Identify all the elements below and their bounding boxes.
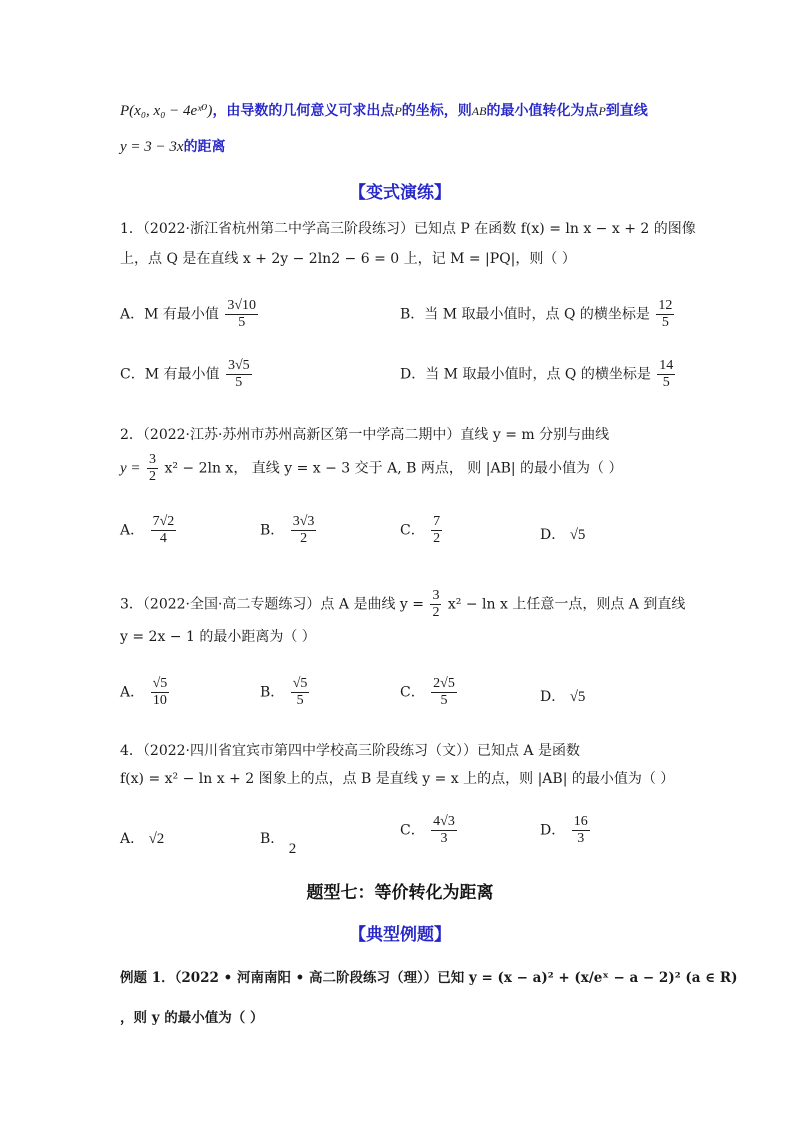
intro-line-eq: y = 3 − 3x [120, 139, 184, 155]
q3-a-label: A． [120, 684, 145, 701]
q4-a-label: A． [120, 831, 145, 847]
q2-option-b[interactable] [260, 514, 318, 547]
q1-option-c[interactable] [120, 358, 254, 391]
q3-a-frac [151, 676, 170, 709]
q2-line2-num: 3 [148, 452, 156, 467]
q3-option-c[interactable] [400, 676, 459, 709]
q3-option-b[interactable] [260, 676, 311, 709]
q1-option-b[interactable] [400, 298, 676, 331]
q3-line1 [120, 588, 685, 621]
q4-d-frac [572, 814, 590, 847]
q1-d-text: D．当 M 取最小值时，点 Q 的横坐标是 [400, 366, 651, 383]
q2-c-label: C． [400, 522, 425, 539]
q1-option-a[interactable] [120, 298, 260, 331]
intro-p2: P [598, 104, 606, 118]
q2-a-label: A． [120, 522, 145, 539]
intro-text5: 的距离 [183, 139, 226, 155]
q1-d-frac [657, 358, 675, 391]
q4-d-num: 16 [573, 814, 588, 829]
intro-text4: 到直线 [605, 103, 648, 119]
q4-b-label: B． [260, 831, 285, 847]
q3-line1-frac [430, 588, 441, 621]
q4-option-d[interactable] [540, 814, 592, 847]
q2-option-c[interactable] [400, 514, 444, 547]
q2-b-label: B． [260, 522, 285, 539]
q1-c-num: 3√5 [227, 358, 250, 373]
q3-a-den: 10 [152, 693, 167, 708]
q2-option-a[interactable] [120, 514, 178, 547]
q1-b-num: 12 [658, 298, 673, 313]
q2-c-den: 2 [433, 531, 441, 546]
ex1-line2: ，则 y 的最小值为（ ） [120, 1010, 264, 1026]
q2-b-frac [291, 514, 317, 547]
q3-b-num: √5 [292, 676, 308, 691]
q2-option-d[interactable] [540, 524, 585, 544]
intro-ab: AB [471, 104, 487, 118]
q4-c-frac [431, 814, 457, 847]
q3-b-frac [291, 676, 310, 709]
typical-heading: 【典型例题】 [349, 925, 451, 945]
intro-text1: ，由导数的几何意义可求出点 [212, 103, 395, 119]
intro-point: P(x₀, x₀ − 4eˣ⁰) [120, 103, 213, 119]
q4-line2: f(x) = x² − ln x + 2 图象上的点，点 B 是直线 y = x 上的点，则 |AB| 的最小值为（ ） [120, 771, 675, 787]
q1-c-frac [226, 358, 252, 391]
q3-d-label: D． [540, 689, 566, 705]
q1-a-text: A．M 有最小值 [120, 306, 219, 323]
q2-d-label: D． [540, 527, 566, 543]
q2-c-frac [431, 514, 442, 547]
q3-a-num: √5 [152, 676, 168, 691]
q2-line2a: y = [120, 460, 141, 477]
q3-b-label: B． [260, 684, 285, 701]
q1-option-d[interactable] [400, 358, 677, 391]
q2-line2-den: 2 [148, 469, 156, 484]
q1-b-frac [656, 298, 674, 331]
section7-title: 题型七：等价转化为距离 [306, 883, 494, 903]
q4-option-c[interactable] [400, 814, 459, 847]
q3-c-frac [431, 676, 457, 709]
q4-c-num: 4√3 [433, 814, 455, 829]
q1-d-num: 14 [659, 358, 674, 373]
q4-b-val: 2 [288, 841, 297, 857]
q2-line1: 2．（2022·江苏·苏州市苏州高新区第一中学高二期中）直线 y = m 分别与曲线 [120, 427, 610, 443]
intro-text2: 的坐标，则 [401, 103, 472, 119]
intro-line-2 [120, 136, 226, 156]
q4-d-label: D． [540, 822, 566, 839]
q1-a-den: 5 [238, 315, 246, 330]
q4-a-val: √2 [148, 831, 165, 847]
q1-a-num: 3√10 [227, 298, 257, 313]
q3-c-den: 5 [440, 693, 448, 708]
q4-line1: 4．（2022·四川省宜宾市第四中学校高三阶段练习（文））已知点 A 是函数 [120, 743, 580, 759]
q2-line2 [120, 452, 622, 485]
q1-a-frac [225, 298, 258, 331]
q4-option-a[interactable] [120, 828, 164, 848]
q3-line2: y = 2x − 1 的最小距离为（ ） [120, 629, 316, 645]
q2-a-den: 4 [159, 531, 167, 546]
q2-a-frac [151, 514, 177, 547]
q2-a-num: 7√2 [152, 514, 175, 529]
q1-d-den: 5 [662, 375, 670, 390]
q1-line2: 上，点 Q 是在直线 x + 2y − 2ln2 − 6 = 0 上，记 M = |PQ|，则（ ） [120, 251, 576, 267]
intro-p1: P [394, 104, 402, 118]
q2-line2-frac [147, 452, 158, 485]
q3-line1-num: 3 [432, 588, 440, 603]
q2-d-val: √5 [569, 527, 586, 543]
q3-d-val: √5 [569, 689, 586, 705]
q1-c-text: C．M 有最小值 [120, 366, 220, 383]
q1-b-den: 5 [661, 315, 669, 330]
q4-c-label: C． [400, 822, 425, 839]
q3-option-d[interactable] [540, 686, 585, 706]
intro-text3: 的最小值转化为点 [486, 103, 599, 119]
q4-option-b[interactable] [260, 828, 297, 857]
q3-option-a[interactable] [120, 676, 171, 709]
q2-b-den: 2 [300, 531, 308, 546]
q3-line1b: x² − ln x 上任意一点，则点 A 到直线 [447, 596, 686, 613]
q4-c-den: 3 [440, 831, 448, 846]
intro-line-1 [120, 100, 648, 120]
q3-b-den: 5 [296, 693, 304, 708]
q2-line2b: x² − 2ln x， 直线 y = x − 3 交于 A, B 两点， 则 |AB| 的最小值为（ ） [164, 460, 623, 477]
q2-c-num: 7 [433, 514, 441, 529]
q4-d-den: 3 [577, 831, 585, 846]
ex1-line1: 例题 1．（2022 • 河南南阳 • 高二阶段练习（理））已知 y = (x − a)² + (x/eˣ − a − 2)² (a ∈ R) [120, 970, 738, 986]
q1-line1: 1．（2022·浙江省杭州第二中学高三阶段练习）已知点 P 在函数 f(x) = ln x − x + 2 的图像 [120, 221, 696, 237]
variant-heading: 【变式演练】 [349, 183, 451, 203]
q3-c-label: C． [400, 684, 425, 701]
q3-line1-den: 2 [432, 605, 440, 620]
q2-b-num: 3√3 [292, 514, 315, 529]
q3-line1a: 3．（2022·全国·高二专题练习）点 A 是曲线 y = [120, 596, 424, 613]
q1-c-den: 5 [235, 375, 243, 390]
q1-b-text: B．当 M 取最小值时，点 Q 的横坐标是 [400, 306, 650, 323]
q3-c-num: 2√5 [433, 676, 455, 691]
